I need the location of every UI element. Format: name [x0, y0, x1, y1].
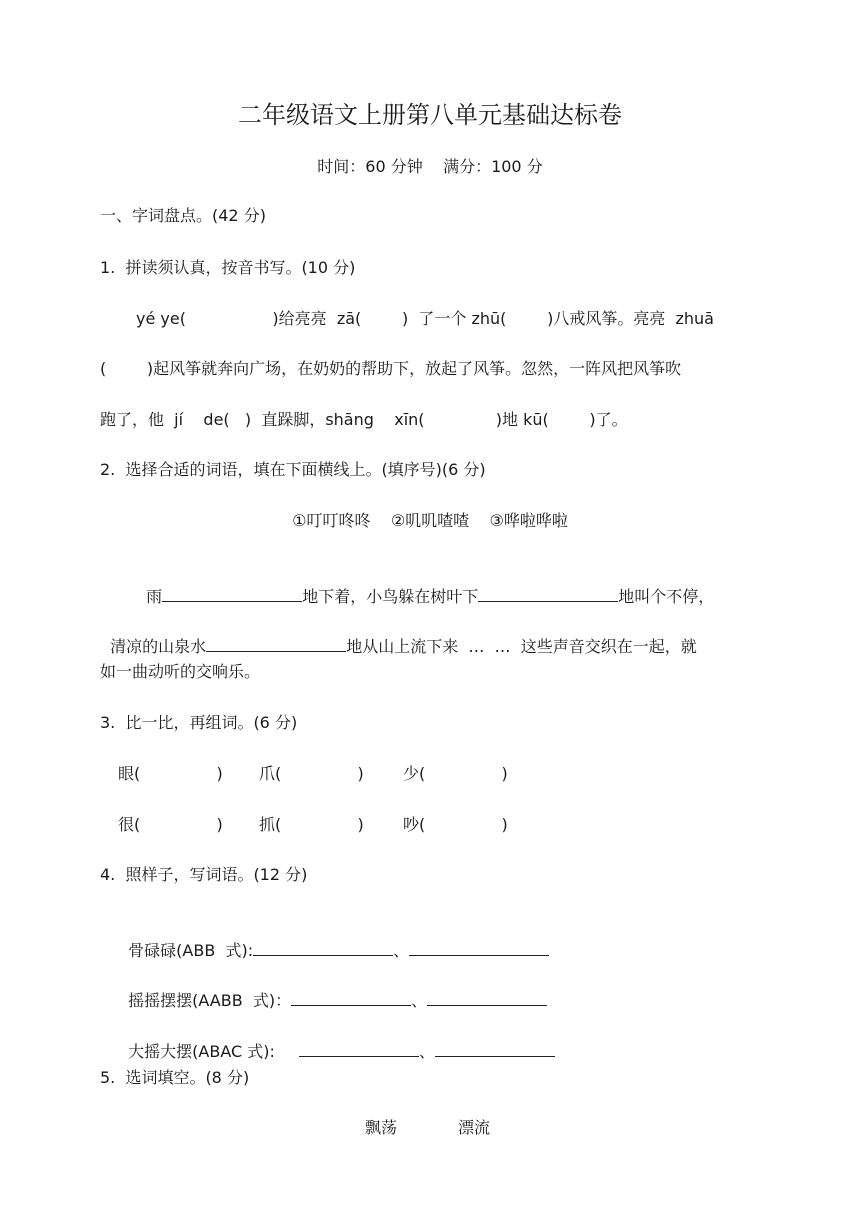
question-1-heading: 1. 拼读须认真，按音书写。(10 分): [100, 258, 356, 277]
question-4-heading: 4. 照样子，写词语。(12 分): [100, 865, 308, 884]
question-3-item: 眼( ): [118, 764, 223, 783]
question-3-item: 少( ): [403, 764, 508, 783]
question-3-item: 爪( ): [259, 764, 364, 783]
answer-blank[interactable]: [427, 987, 547, 1006]
answer-blank[interactable]: [206, 633, 346, 652]
passage-text: 雨: [146, 587, 163, 606]
question-2-options: ①叮叮咚咚 ②叽叽喳喳 ③哗啦哗啦: [292, 511, 568, 530]
answer-blank[interactable]: [435, 1038, 555, 1057]
answer-blank[interactable]: [253, 937, 393, 956]
question-3-item: 很( ): [118, 815, 223, 834]
separator: 、: [418, 1042, 435, 1061]
pattern-label: 骨碌碌(ABB 式):: [128, 941, 254, 960]
question-1-line-3: 跑了，他 jí de( ) 直跺脚，shāng xīn( )地 kū( )了。: [100, 410, 628, 429]
question-5-heading: 5. 选词填空。(8 分): [100, 1068, 250, 1087]
passage-text: 地从山上流下来 … … 这些声音交织在一起，就: [346, 637, 697, 656]
question-4-row: [118, 915, 549, 962]
answer-blank[interactable]: [478, 583, 618, 602]
pattern-label: 大摇大摆(ABAC 式):: [128, 1042, 275, 1061]
answer-blank[interactable]: [291, 987, 411, 1006]
question-3-heading: 3. 比一比，再组词。(6 分): [100, 713, 298, 732]
word-option: 漂流: [458, 1118, 491, 1137]
separator: 、: [411, 991, 428, 1010]
question-2-passage-line-2: [100, 611, 697, 658]
answer-blank[interactable]: [299, 1038, 419, 1057]
question-3-item: 抓( ): [259, 815, 364, 834]
passage-text: 地下着，小鸟躲在树叶下: [302, 587, 479, 606]
pattern-label: 摇摇摆摆(AABB 式)：: [128, 991, 292, 1010]
word-option: 飘荡: [365, 1118, 398, 1137]
exam-info: 时间：60 分钟 满分：100 分: [317, 157, 543, 176]
passage-text: 清凉的山泉水: [110, 637, 207, 656]
question-1-line-1: yé ye( )给亮亮 zā( ) 了一个 zhū( )八戒风筝。亮亮 zhuā: [136, 309, 714, 328]
page-title: 二年级语文上册第八单元基础达标卷: [238, 101, 622, 129]
answer-blank[interactable]: [162, 583, 302, 602]
separator: 、: [393, 941, 410, 960]
question-2-passage-line-3: 如一曲动听的交响乐。: [100, 662, 261, 681]
question-1-line-2: ( )起风筝就奔向广场，在奶奶的帮助下，放起了风筝。忽然，一阵风把风筝吹: [100, 359, 682, 378]
question-4-row: [118, 1016, 555, 1063]
answer-blank[interactable]: [409, 937, 549, 956]
question-3-item: 吵( ): [403, 815, 508, 834]
question-2-passage-line-1: [136, 561, 714, 608]
question-4-row: [118, 965, 547, 1012]
question-2-heading: 2. 选择合适的词语，填在下面横线上。(填序号)(6 分): [100, 460, 486, 479]
section-heading: 一、字词盘点。(42 分): [100, 206, 266, 225]
passage-text: 地叫个不停，: [618, 587, 715, 606]
